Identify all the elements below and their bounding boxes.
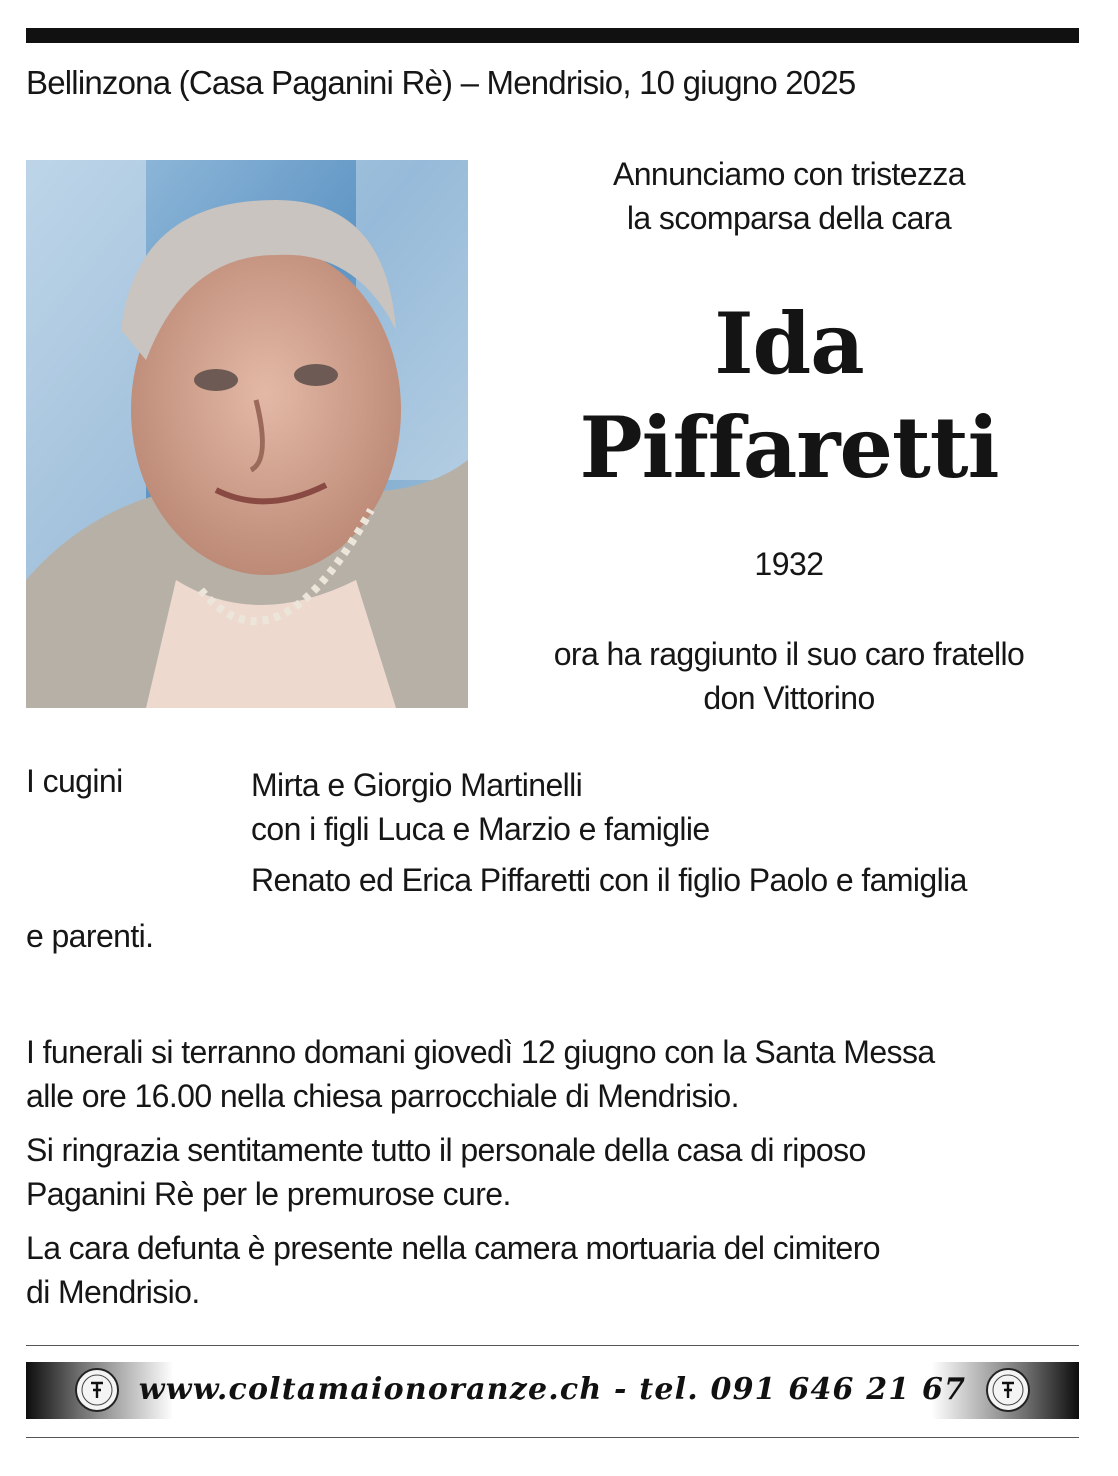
funeral-home-contact: www.coltamaionoranze.ch - tel. 091 646 21 67 [138,1372,967,1407]
funeral-line-1: I funerali si terranno domani giovedì 12 giugno con la Santa Messa [26,1034,935,1070]
family-group-1-line-2: con i figli Luca e Marzio e famiglie [251,811,710,847]
family-label: I cugini [26,763,123,799]
intro-line-2: la scomparsa della cara [626,200,952,236]
thanks-line-2: Paganini Rè per le premurose cure. [26,1176,511,1212]
portrait-photo [26,160,468,708]
top-rule [26,28,1079,43]
family-parenti: e parenti. [26,918,154,954]
birth-year: 1932 [754,546,824,582]
reached-line-2: don Vittorino [703,680,875,716]
place-date-line: Bellinzona (Casa Paganini Rè) – Mendrisio, 10 giugno 2025 [26,64,856,101]
funeral-notice [26,1030,1086,1118]
footer-top-rule [26,1345,1079,1346]
funeral-home-footer [26,1362,1079,1419]
thanks-line-1: Si ringrazia sentitamente tutto il personale della casa di riposo [26,1132,866,1168]
family-group-2: Renato ed Erica Piffaretti con il figlio Paolo e famiglia [251,862,967,898]
deceased-name [500,292,1078,500]
funeral-home-seal-right [985,1367,1031,1413]
reached-text [500,632,1078,720]
viewing-line-1: La cara defunta è presente nella camera mortuaria del cimitero [26,1230,880,1266]
thanks-notice [26,1128,1086,1216]
viewing-line-2: di Mendrisio. [26,1274,200,1310]
family-group-1 [251,763,710,851]
last-name: Piffaretti [579,398,999,497]
intro-text [500,152,1078,240]
footer-bottom-rule [26,1437,1079,1438]
first-name: Ida [714,294,864,393]
family-group-1-line-1: Mirta e Giorgio Martinelli [251,767,583,803]
funeral-line-2: alle ore 16.00 nella chiesa parrocchiale di Mendrisio. [26,1078,739,1114]
viewing-notice [26,1226,1086,1314]
reached-line-1: ora ha raggiunto il suo caro fratello [553,636,1025,672]
intro-line-1: Annunciamo con tristezza [612,156,965,192]
